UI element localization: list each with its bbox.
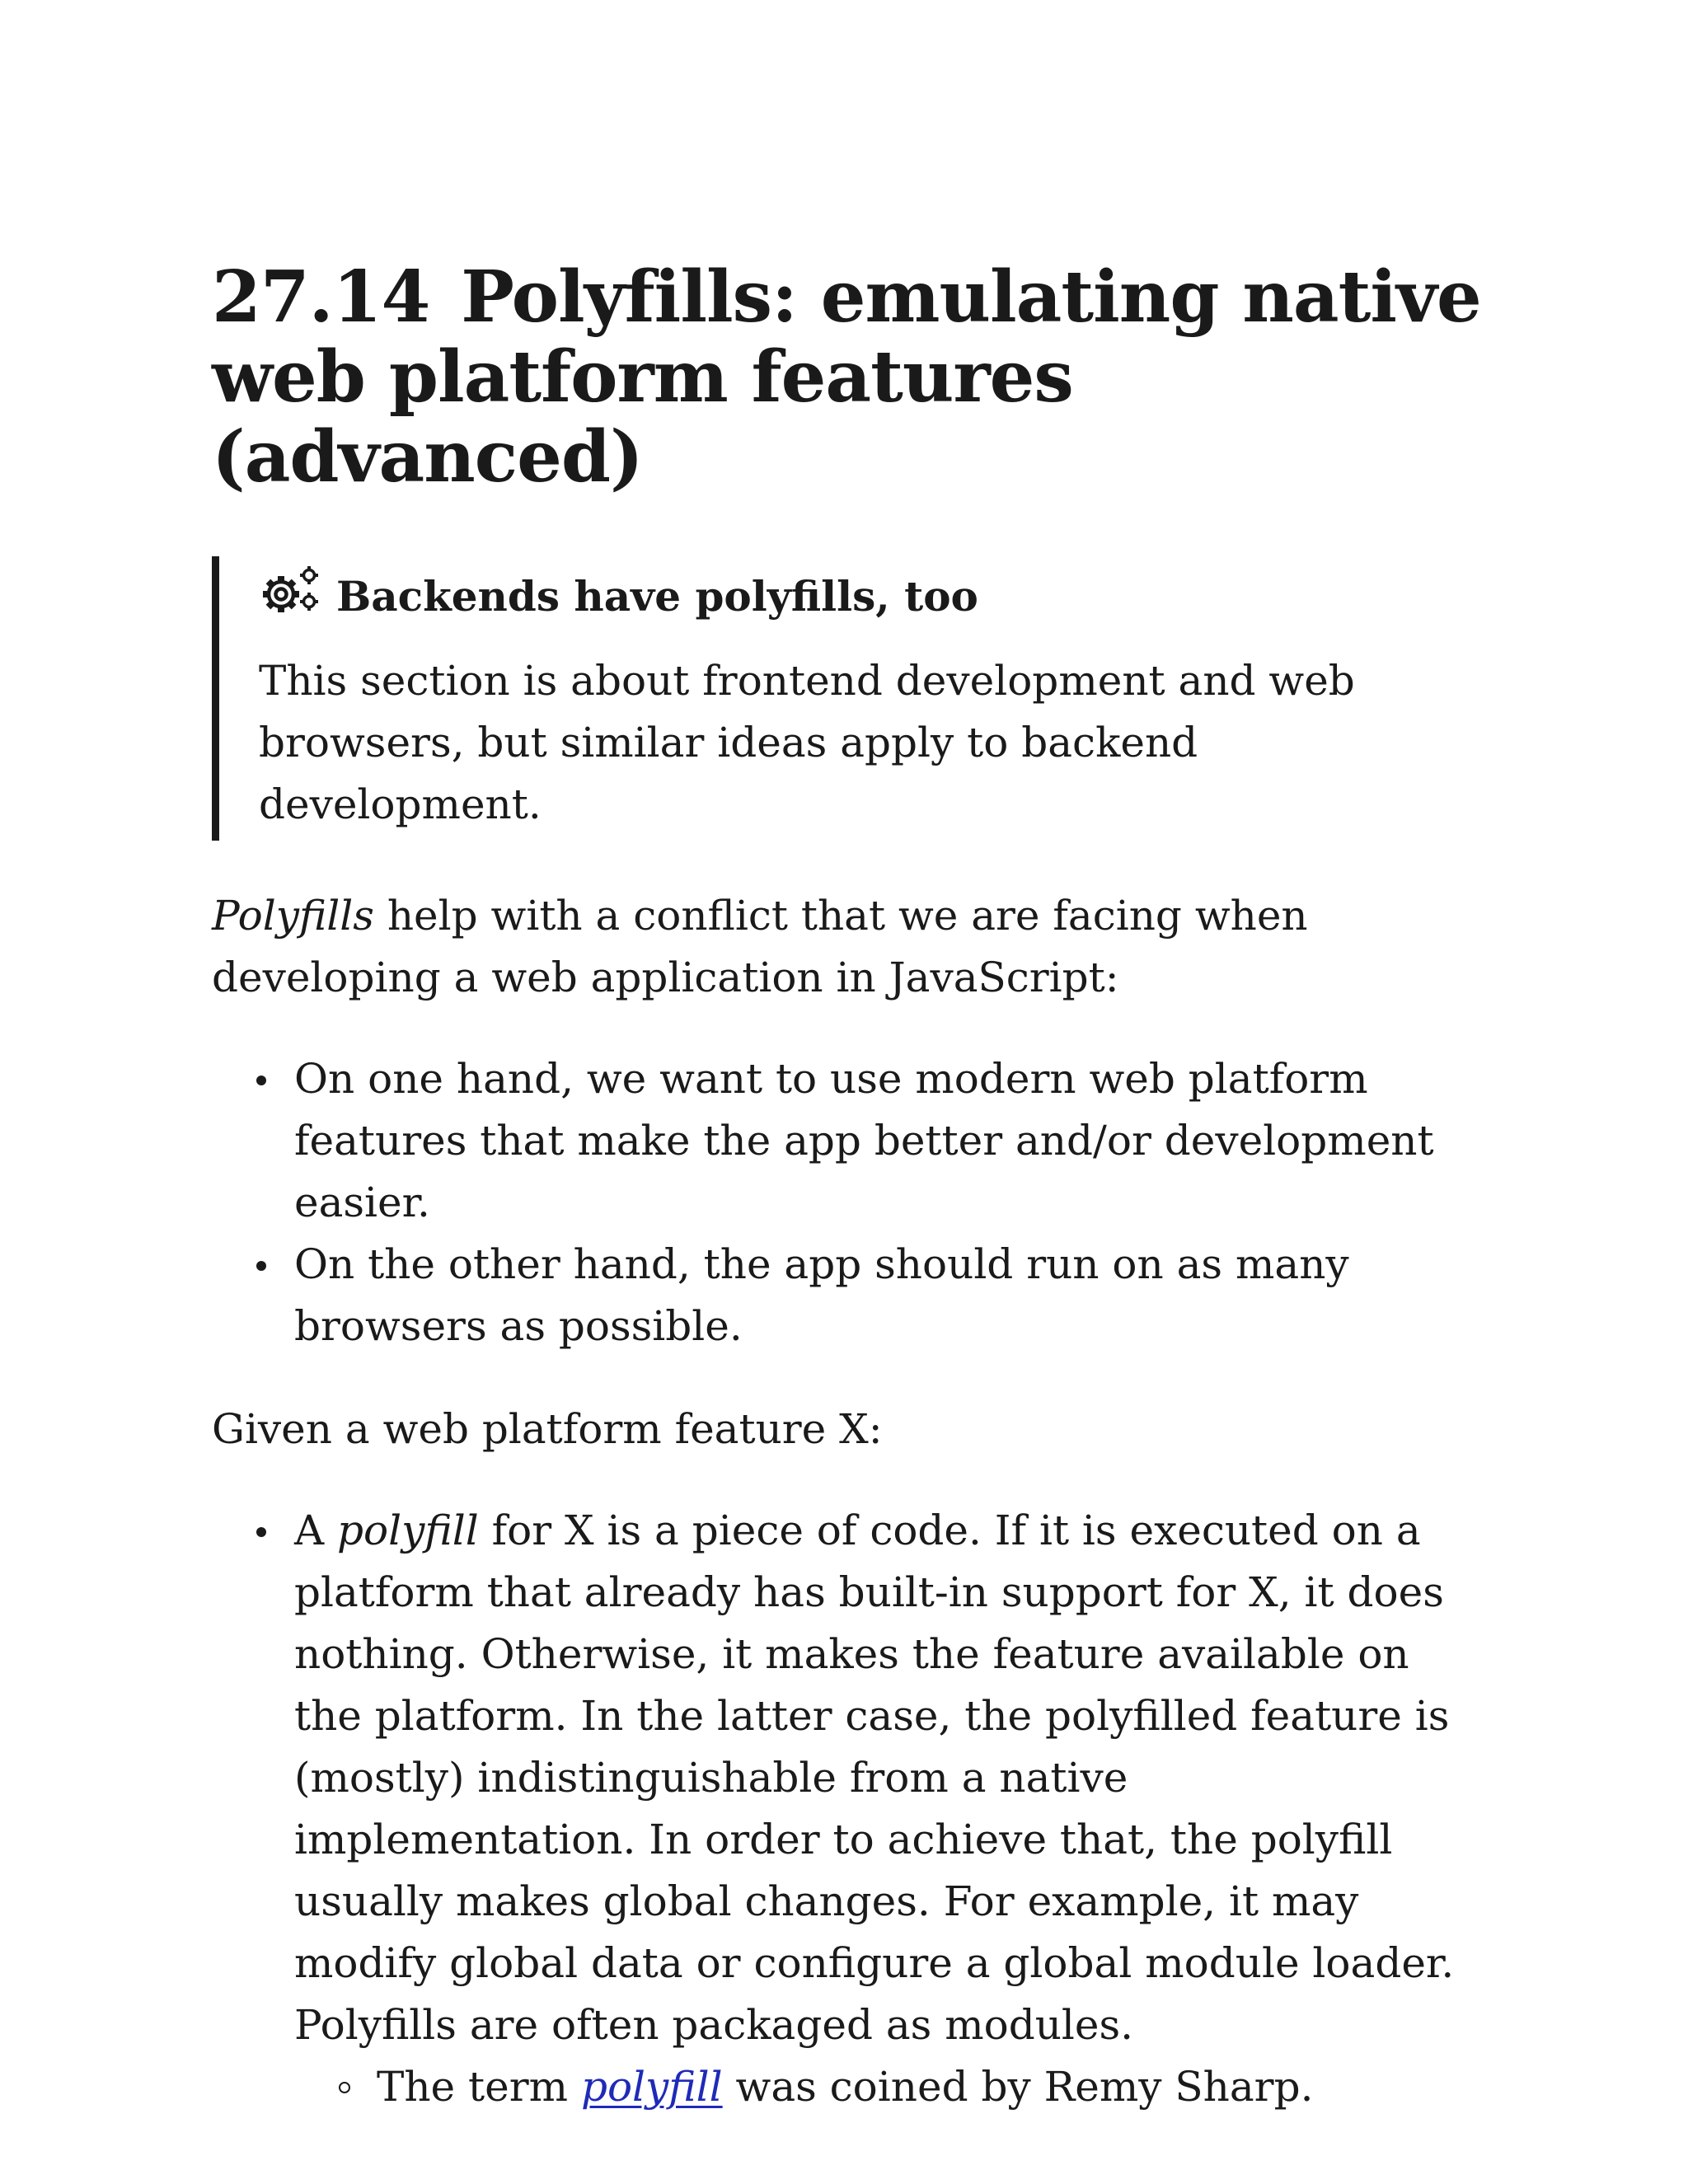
sub-list <box>294 2056 1481 2118</box>
polyfill-link[interactable]: polyfill <box>580 2063 723 2111</box>
intro-text: help with a conflict that we are facing when developing a web application in JavaScript: <box>212 892 1308 1001</box>
polyfill-prefix: A <box>294 1507 338 1554</box>
definition-list <box>212 1500 1481 2118</box>
intro-paragraph <box>212 885 1481 1009</box>
main-body <box>212 885 1481 2118</box>
list-item: On the other hand, the app should run on as many browsers as possible. <box>294 1234 1481 1357</box>
sub-prefix: The term <box>377 2063 581 2111</box>
list-item: On one hand, we want to use modern web platform features that make the app better and/or development easier. <box>294 1048 1481 1234</box>
sub-suffix: was coined by Remy Sharp. <box>722 2063 1314 2111</box>
polyfill-emphasis: polyfill <box>337 1507 479 1554</box>
callout-box <box>212 556 1481 841</box>
callout-header <box>259 556 1481 626</box>
section-heading <box>212 257 1481 497</box>
conflict-list <box>212 1048 1481 1357</box>
gears-icon <box>259 565 320 617</box>
callout-title: Backends have polyfills, too <box>336 571 978 621</box>
section-number: 27.14 <box>212 255 430 339</box>
list-item <box>294 1500 1481 2118</box>
polyfill-definition: for X is a piece of code. If it is executed on a platform that already has built-in support for X, it does nothing. Otherwise, it makes the feature available on the platform. In the latter case, the polyfilled feature is (mostly) indistinguishable from a native implementation. In order to achieve that, the polyfill usually makes global changes. For example, it may modify global data or configure a global module loader. Polyfills are often packaged as modules. <box>294 1507 1455 2049</box>
given-paragraph: Given a web platform feature X: <box>212 1405 883 1453</box>
callout-text: This section is about frontend development and web browsers, but similar ideas apply to backend development. <box>259 657 1355 828</box>
intro-emphasis: Polyfills <box>212 892 374 940</box>
sub-list-item <box>377 2056 1481 2118</box>
page-content <box>212 257 1481 2118</box>
section-title: Polyfills: emulating native web platform features (advanced) <box>212 255 1481 499</box>
